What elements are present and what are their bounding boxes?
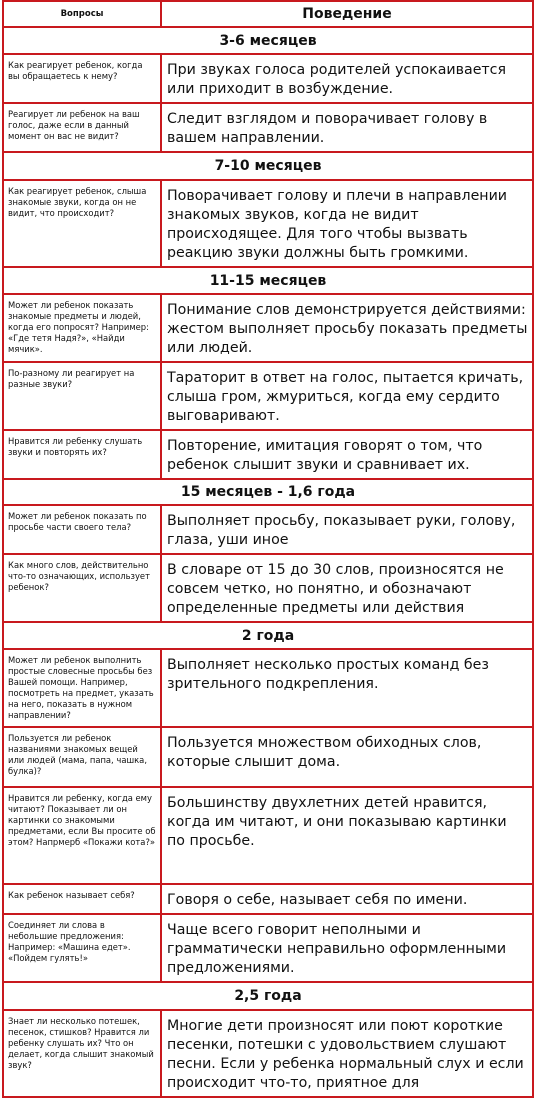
table-row <box>3 1010 533 1097</box>
age-section-title: 3-6 месяцев <box>3 27 533 54</box>
behavior-cell: Чаще всего говорит неполными и грамматически неправильно оформленными предложениями. <box>161 914 533 982</box>
behavior-cell: Большинству двухлетних детей нравится, когда им читают, и они показываю картинки по просьбе. <box>161 787 533 884</box>
behavior-cell: Выполняет несколько простых команд без зрительного подкрепления. <box>161 649 533 727</box>
age-section-title: 2,5 года <box>3 982 533 1010</box>
age-section-title: 11-15 месяцев <box>3 267 533 294</box>
age-section-title: 15 месяцев - 1,6 года <box>3 479 533 505</box>
question-cell: Знает ли несколько потешек, песенок, стишков? Нравится ли ребенку слушать их? Что он делает, когда слышит знакомый звук? <box>3 1010 161 1097</box>
behavior-cell: Тараторит в ответ на голос, пытается кричать, слыша гром, жмуриться, когда ему сердито выговаривают. <box>161 362 533 430</box>
table-row <box>3 362 533 430</box>
question-cell: Нравится ли ребенку слушать звуки и повторять их? <box>3 430 161 479</box>
question-cell: Как много слов, действительно что-то означающих, использует ребенок? <box>3 554 161 622</box>
behavior-cell: Поворачивает голову и плечи в направлении знакомых звуков, когда не видит происходящее. Для того чтобы вызвать реакцию звуки должны быть громкими. <box>161 180 533 267</box>
question-cell: Может ли ребенок выполнить простые словесные просьбы без Вашей помощи. Например, посмотреть на предмет, указать на него, показать в нужном направлении? <box>3 649 161 727</box>
table-row <box>3 727 533 787</box>
behavior-cell: Пользуется множеством обиходных слов, которые слышит дома. <box>161 727 533 787</box>
behavior-cell: Следит взглядом и поворачивает голову в вашем направлении. <box>161 103 533 152</box>
age-section-row <box>3 27 533 54</box>
question-cell: Соединяет ли слова в небольшие предложения: Например: «Машина едет». «Пойдем гулять!» <box>3 914 161 982</box>
behavior-cell: В словаре от 15 до 30 слов, произносятся не совсем четко, но понятно, и обозначают определенные предметы или действия <box>161 554 533 622</box>
table-row <box>3 554 533 622</box>
age-section-row <box>3 982 533 1010</box>
age-section-row <box>3 622 533 649</box>
table-row <box>3 884 533 914</box>
question-cell: Реагирует ли ребенок на ваш голос, даже если в данный момент он вас не видит? <box>3 103 161 152</box>
table-row <box>3 294 533 362</box>
behavior-cell: Выполняет просьбу, показывает руки, голову, глаза, уши иное <box>161 505 533 554</box>
behavior-cell: Многие дети произносят или поют короткие песенки, потешки с удовольствием слушают песни. Если у ребенка нормальный слух и если происходит что-то, приятное для <box>161 1010 533 1097</box>
table-row <box>3 54 533 103</box>
behavior-cell: Говоря о себе, называет себя по имени. <box>161 884 533 914</box>
behavior-cell: Понимание слов демонстрируется действиями: жестом выполняет просьбу показать предметы или людей. <box>161 294 533 362</box>
table-row <box>3 430 533 479</box>
question-cell: Как реагирует ребенок, слыша знакомые звуки, когда он не видит, что происходит? <box>3 180 161 267</box>
behavior-column-header: Поведение <box>161 1 533 27</box>
age-section-row <box>3 152 533 180</box>
questions-column-header: Вопросы <box>3 1 161 27</box>
question-cell: Пользуется ли ребенок названиями знакомых вещей или людей (мама, папа, чашка, булка)? <box>3 727 161 787</box>
question-cell: Как реагирует ребенок, когда вы обращаетесь к нему? <box>3 54 161 103</box>
question-cell: По-разному ли реагирует на разные звуки? <box>3 362 161 430</box>
table-row <box>3 505 533 554</box>
behavior-cell: Повторение, имитация говорят о том, что ребенок слышит звуки и сравнивает их. <box>161 430 533 479</box>
table-header-row <box>3 1 533 27</box>
age-section-row <box>3 479 533 505</box>
question-cell: Нравится ли ребенку, когда ему читают? Показывает ли он картинки со знакомыми предметами, если Вы просите об этом? Напрмерб «Покажи кота?» <box>3 787 161 884</box>
behavior-cell: При звуках голоса родителей успокаивается или приходит в возбуждение. <box>161 54 533 103</box>
question-cell: Может ли ребенок показать по просьбе части своего тела? <box>3 505 161 554</box>
hearing-development-table <box>2 0 534 1098</box>
table-row <box>3 180 533 267</box>
table-body <box>3 27 533 1097</box>
table-row <box>3 914 533 982</box>
question-cell: Может ли ребенок показать знакомые предметы и людей, когда его попросят? Например: «Где тетя Надя?», «Найди мячик». <box>3 294 161 362</box>
table-row <box>3 649 533 727</box>
age-section-title: 7-10 месяцев <box>3 152 533 180</box>
age-section-title: 2 года <box>3 622 533 649</box>
table-row <box>3 103 533 152</box>
age-section-row <box>3 267 533 294</box>
table-row <box>3 787 533 884</box>
question-cell: Как ребенок называет себя? <box>3 884 161 914</box>
